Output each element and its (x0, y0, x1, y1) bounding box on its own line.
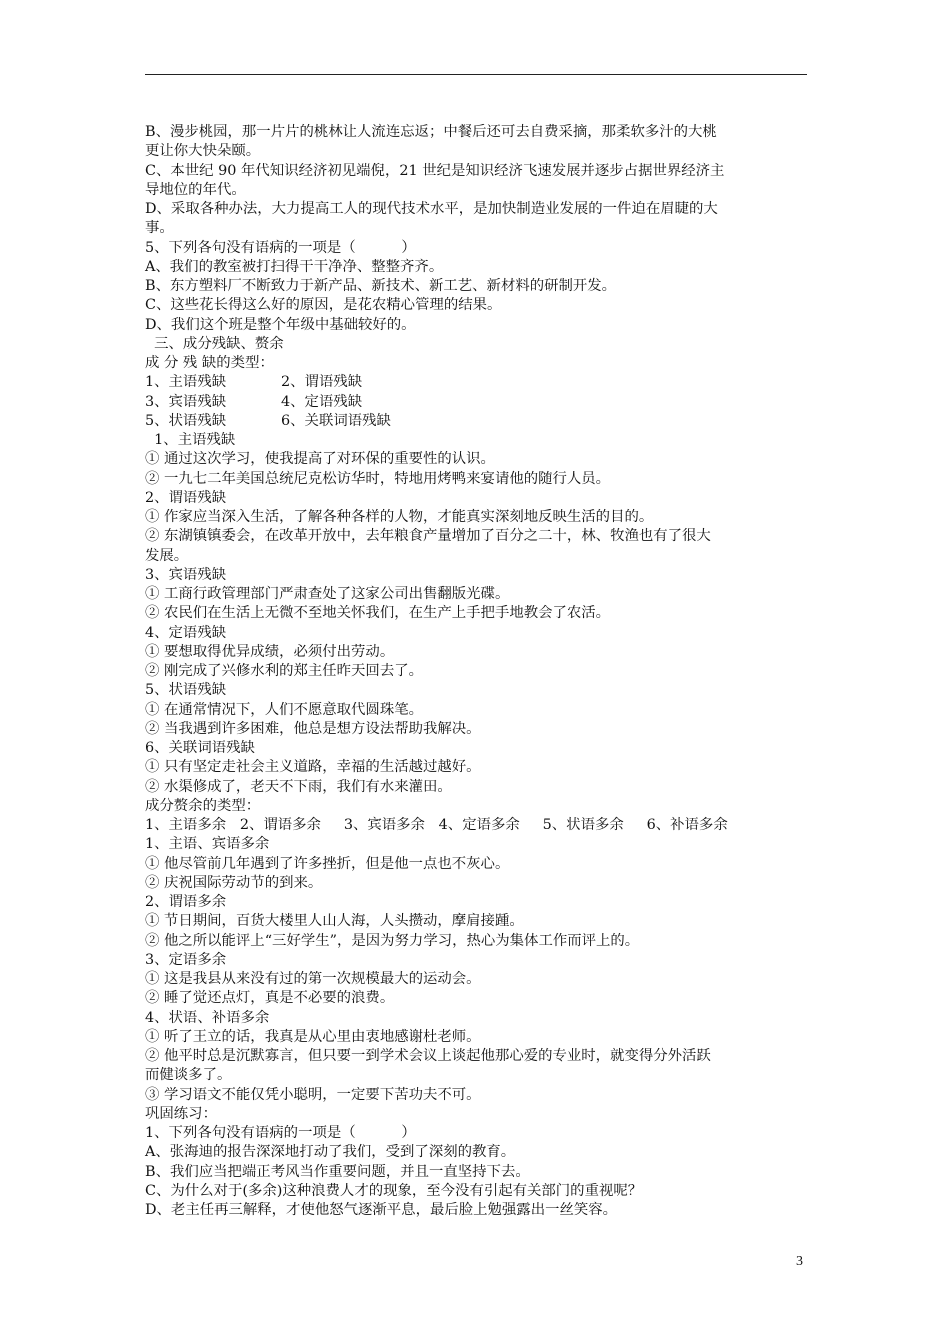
text-line: 1、下列各句没有语病的一项是（ ） (145, 1125, 416, 1141)
text-line: 5、下列各句没有语病的一项是（ ） (145, 239, 416, 256)
text-line: 导地位的年代。 (145, 181, 246, 198)
header-rule (145, 74, 807, 75)
document-body (145, 123, 810, 1220)
text-line: 2、谓语多余 (145, 894, 227, 910)
text-line: 4、状语、补语多余 (145, 1009, 270, 1026)
text-line: ① 在通常情况下，人们不愿意取代圆珠笔。 (145, 701, 423, 718)
text-line: ② 刚完成了兴修水利的郑主任昨天回去了。 (145, 663, 423, 679)
text-line: A、张海迪的报告深深地打动了我们，受到了深刻的教育。 (145, 1144, 516, 1161)
text-line: 2、谓语残缺 (145, 489, 227, 506)
text-line: C、为什么对于(多余)这种浪费人才的现象，至今没有引起有关部门的重视呢？ (145, 1182, 643, 1199)
text-line: ② 庆祝国际劳动节的到来。 (145, 874, 323, 891)
text-line: ② 一九七二年美国总统尼克松访华时，特地用烤鸭来宴请他的随行人员。 (145, 470, 611, 487)
text-line: ② 水渠修成了，老天不下雨，我们有水来灌田。 (145, 778, 452, 795)
text-line: ② 当我遇到许多困难，他总是想方设法帮助我解决。 (145, 720, 481, 737)
text-line: ① 要想取得优异成绩，必须付出劳动。 (145, 643, 395, 660)
text-line: A、我们的教室被打扫得干干净净、整整齐齐。 (145, 258, 444, 275)
text-line: ① 节日期间，百货大楼里人山人海，人头攒动，摩肩接踵。 (145, 913, 524, 930)
page-number: 3 (796, 1254, 803, 1269)
text-line: ② 他平时总是沉默寡言，但只要一到学术会议上谈起他那心爱的专业时，就变得分外活跃 (145, 1048, 711, 1064)
text-line: 3、宾语残缺 (145, 566, 227, 583)
text-line: ① 通过这次学习，使我提高了对环保的重要性的认识。 (145, 451, 495, 468)
text-line: 事。 (145, 220, 174, 237)
text-line: 发展。 (145, 547, 189, 564)
text-line: 5、状语残缺 (145, 682, 227, 699)
text-line: 1、主语、宾语多余 (145, 836, 270, 853)
text-line: 成分赘余的类型： (145, 797, 261, 814)
text-line: 而健谈多了。 (145, 1067, 232, 1084)
text-line: ③ 学习语文不能仅凭小聪明，一定要下苦功夫不可。 (145, 1086, 481, 1103)
text-line: 成 分 残 缺的类型： (145, 355, 274, 371)
text-line: ② 农民们在生活上无微不至地关怀我们，在生产上手把手地教会了农活。 (145, 605, 611, 622)
text-line: 4、定语残缺 (145, 624, 227, 641)
text-line: D、老主任再三解释，才使他怒气逐渐平息，最后脸上勉强露出一丝笑容。 (145, 1202, 618, 1218)
text-line: C、这些花长得这么好的原因，是花农精心管理的结果。 (145, 297, 502, 314)
text-line: 1、主语残缺 (145, 432, 236, 448)
text-line: ① 他尽管前几年遇到了许多挫折，但是他一点也不灰心。 (145, 855, 510, 872)
text-line: 1、主语残缺 2、谓语残缺 (145, 374, 363, 391)
text-line: B、我们应当把端正考风当作重要问题，并且一直坚持下去。 (145, 1163, 530, 1180)
text-line: C、本世纪 90 年代知识经济初见端倪，21 世纪是知识经济飞速发展并逐步占据世界经济主 (145, 162, 725, 179)
text-line: B、漫步桃园，那一片片的桃林让人流连忘返；中餐后还可去自费采摘，那柔软多汁的大桃 (145, 124, 717, 140)
text-line: ① 只有坚定走社会主义道路，幸福的生活越过越好。 (145, 759, 481, 776)
text-line: 更让你大快朵颐。 (145, 143, 261, 160)
text-line: ① 工商行政管理部门严肃查处了这家公司出售翻版光碟。 (145, 586, 510, 602)
text-line: D、采取各种办法，大力提高工人的现代技术水平，是加快制造业发展的一件迫在眉睫的大 (145, 201, 718, 217)
text-line: 1、主语多余 2、谓语多余 3、宾语多余 4、定语多余 5、状语多余 6、补语多余 (145, 817, 728, 833)
text-line: 三、成分残缺、赘余 (145, 335, 284, 352)
text-line: ② 睡了觉还点灯，真是不必要的浪费。 (145, 990, 395, 1007)
text-line: 3、定语多余 (145, 951, 227, 968)
text-line: 3、宾语残缺 4、定语残缺 (145, 393, 363, 410)
text-line: ① 这是我县从来没有过的第一次规模最大的运动会。 (145, 971, 481, 987)
text-line: ① 听了王立的话，我真是从心里由衷地感谢杜老师。 (145, 1028, 481, 1045)
text-line: 5、状语残缺 6、关联词语残缺 (145, 412, 391, 429)
text-line: 巩固练习： (145, 1105, 217, 1122)
text-line: ② 东湖镇镇委会，在改革开放中，去年粮食产量增加了百分之二十，林、牧渔也有了很大 (145, 528, 711, 545)
text-line: ② 他之所以能评上“三好学生”，是因为努力学习，热心为集体工作而评上的。 (145, 932, 640, 949)
text-line: ① 作家应当深入生活，了解各种各样的人物，才能真实深刻地反映生活的目的。 (145, 509, 654, 525)
text-line: 6、关联词语残缺 (145, 740, 255, 756)
text-line: B、东方塑料厂不断致力于新产品、新技术、新工艺、新材料的研制开发。 (145, 278, 617, 294)
text-line: D、我们这个班是整个年级中基础较好的。 (145, 316, 416, 333)
